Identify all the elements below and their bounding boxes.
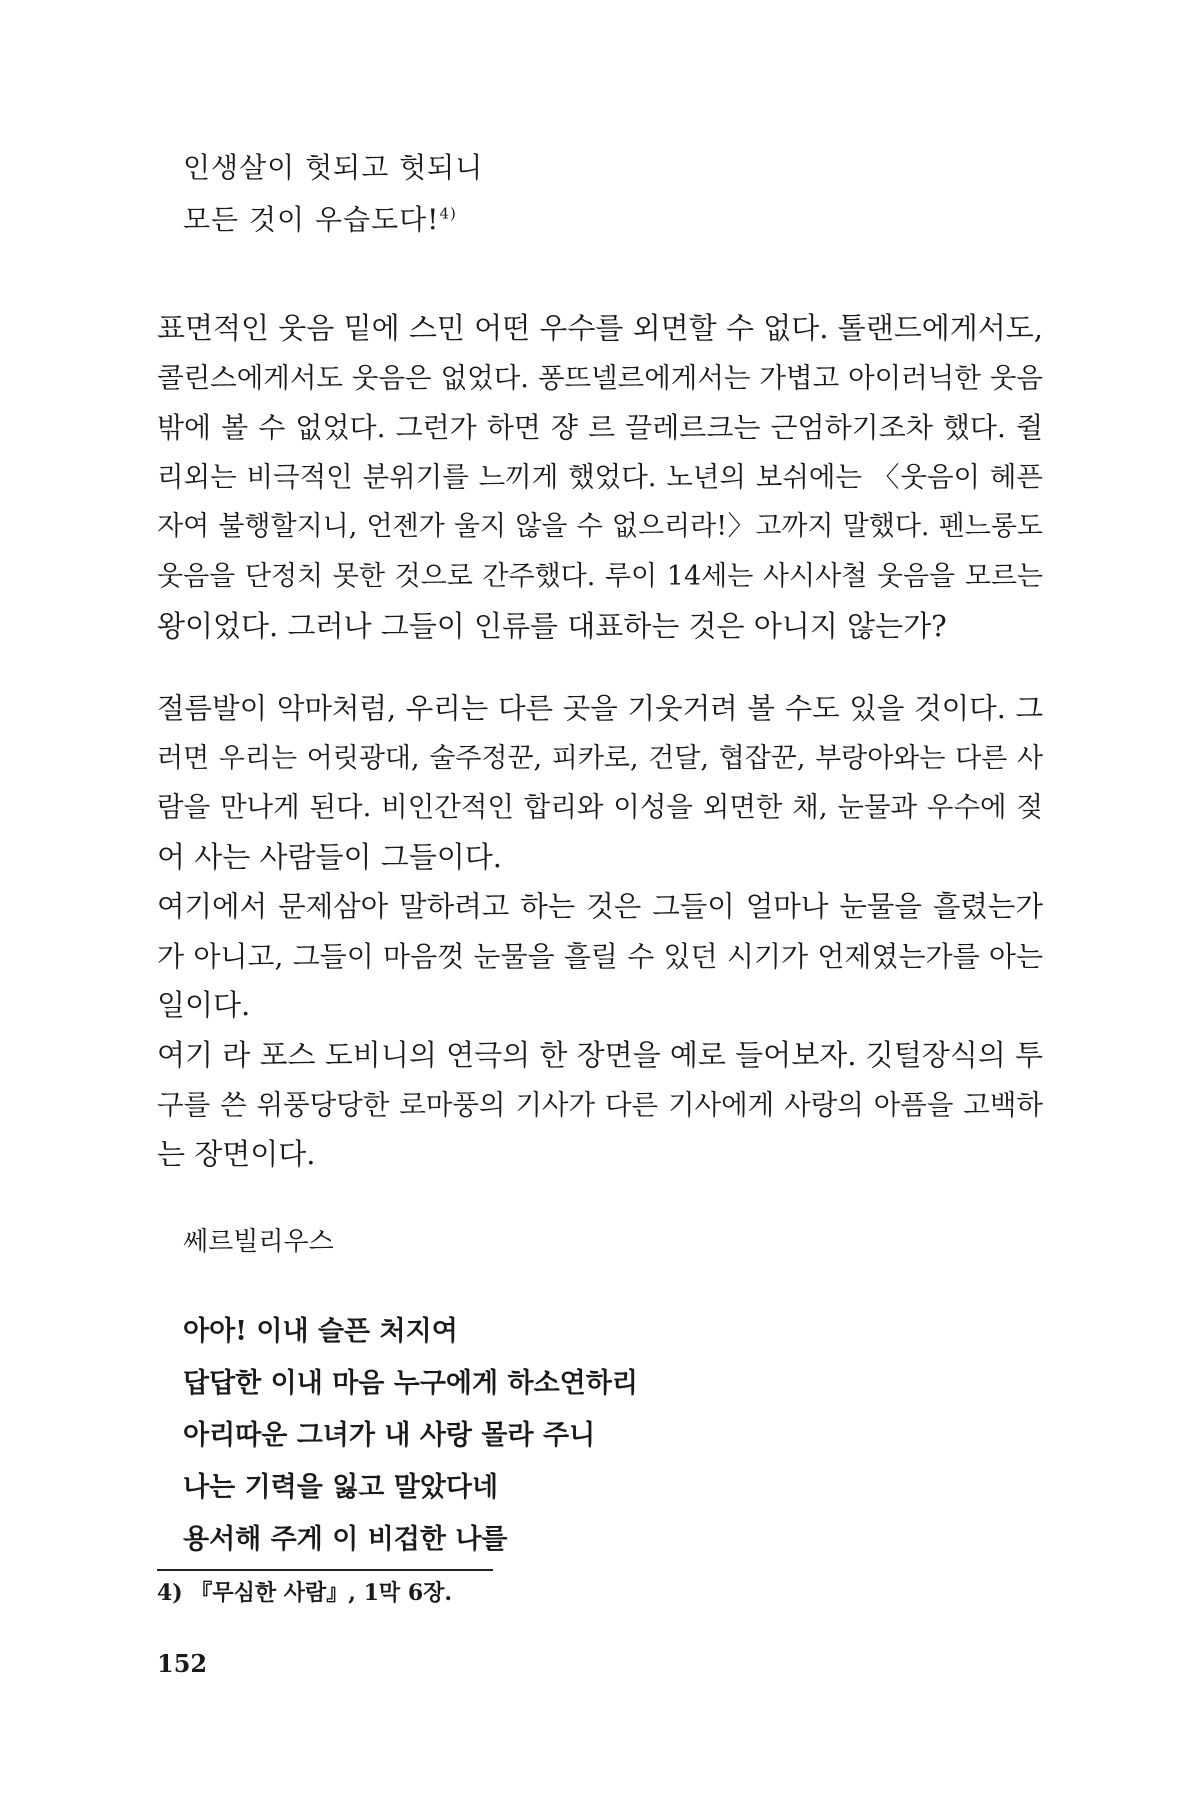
paragraph-line: 구를 쓴 위풍당당한 로마풍의 기사가 다른 기사에게 사랑의 아픔을 고백하 [157, 1088, 1043, 1121]
paragraph-line: 어 사는 사람들이 그들이다. [157, 839, 503, 874]
verse-line-text: 모든 것이 우습도다! [183, 203, 440, 236]
paragraph-line: 가 아니고, 그들이 마음껏 눈물을 흘릴 수 있던 시기가 언제였는가를 아는 [157, 939, 1043, 973]
verse-line-with-footnote [183, 194, 483, 246]
poem-line: 나는 기력을 잃고 말았다네 [183, 1472, 499, 1503]
paragraph-line: 람을 만나게 된다. 비인간적인 합리와 이성을 외면한 채, 눈물과 우수에 젖 [157, 791, 1043, 824]
paragraph-line: 콜린스에게서도 웃음은 없었다. 퐁뜨넬르에게서는 가볍고 아이러닉한 웃음 [157, 361, 1043, 394]
paragraph-line: 밖에 볼 수 없었다. 그런가 하면 쟝 르 끌레르크는 근엄하기조차 했다. 쥘 [157, 411, 1043, 445]
paragraph-laughter [157, 304, 1043, 651]
poem-line: 용서해 주게 이 비겁한 나를 [183, 1524, 508, 1555]
paragraph-line: 절름발이 악마처럼, 우리는 다른 곳을 기웃거려 볼 수도 있을 것이다. 그 [157, 692, 1043, 725]
poem-line: 아아! 이내 슬픈 처지여 [183, 1316, 458, 1347]
poem [183, 1306, 638, 1566]
verse-line: 인생살이 헛되고 헛되니 [183, 151, 484, 184]
speaker-name: 쎄르빌리우스 [183, 1227, 334, 1257]
paragraph-line: 여기 라 포스 도비니의 연극의 한 장면을 예로 들어보자. 깃털장식의 투 [157, 1038, 1043, 1072]
paragraph-line: 일이다. [157, 988, 251, 1023]
paragraph-line: 자여 불행할지니, 언젠가 울지 않을 수 없으리라!〉고까지 말했다. 펜느롱도 [157, 511, 1043, 543]
paragraph-line: 러면 우리는 어릿광대, 술주정꾼, 피카로, 건달, 협잡꾼, 부랑아와는 다른 사 [157, 742, 1043, 774]
poem-line: 답답한 이내 마음 누구에게 하소연하리 [183, 1368, 638, 1399]
paragraph-line: 여기에서 문제삼아 말하려고 하는 것은 그들이 얼마나 눈물을 흘렸는가 [157, 890, 1043, 923]
footnote-reference: 4) [439, 204, 457, 223]
opening-verse [183, 142, 483, 246]
poem-line: 아리따운 그녀가 내 사랑 몰라 주니 [183, 1420, 596, 1451]
page-number: 152 [157, 1649, 208, 1678]
paragraph-tears [157, 882, 1043, 1031]
footnote-divider [157, 1569, 493, 1571]
paragraph-line: 는 장면이다. [157, 1137, 316, 1172]
paragraph-line: 표면적인 웃음 밑에 스민 어떤 우수를 외면할 수 없다. 톨랜드에게서도, [157, 311, 1043, 345]
paragraph-line: 리외는 비극적인 분위기를 느끼게 했었다. 노년의 보쉬에는 〈웃음이 헤픈 [157, 460, 1043, 493]
paragraph-scene [157, 1031, 1043, 1180]
paragraph-lame-devil [157, 684, 1043, 882]
paragraph-line: 웃음을 단정치 못한 것으로 간주했다. 루이 14세는 사시사철 웃음을 모르는 [157, 560, 1043, 592]
paragraph-line: 왕이었다. 그러나 그들이 인류를 대표하는 것은 아니지 않는가? [157, 608, 947, 643]
footnote: 4) 『무심한 사람』, 1막 6장. [157, 1580, 453, 1606]
